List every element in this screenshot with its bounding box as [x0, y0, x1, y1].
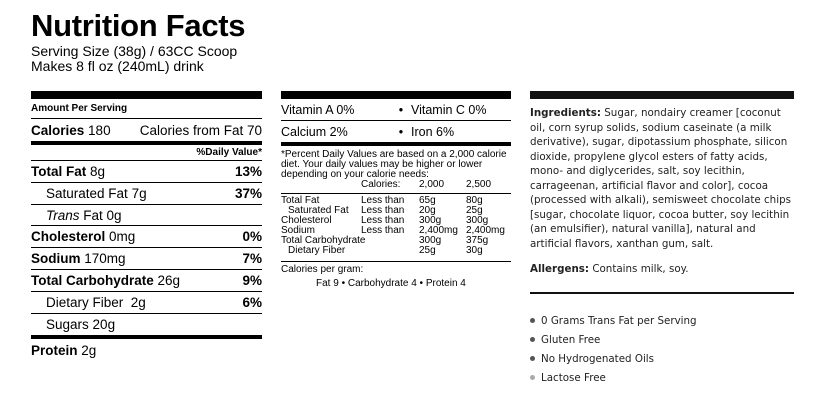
makes-drink: Makes 8 fl oz (240mL) drink — [31, 58, 204, 74]
daily-value-header — [31, 145, 262, 161]
table-cell: 375g — [466, 234, 489, 246]
nutrient-amount: 8g — [90, 164, 106, 179]
thick-rule — [31, 91, 262, 99]
mineral-row — [281, 121, 511, 142]
nutrient-row-sugars — [31, 314, 262, 335]
table-cell: 300g — [419, 234, 442, 246]
table-cell: Total Fat — [281, 194, 320, 206]
table-cell: 2,400mg — [466, 224, 505, 236]
table-cell: 300g — [419, 214, 442, 226]
table-row — [281, 216, 511, 226]
vitamin-row — [281, 99, 511, 121]
table-cell: Calories: — [361, 179, 401, 190]
table-cell: 80g — [466, 194, 483, 206]
calories-value: 180 — [88, 122, 111, 138]
nutrient-label: Dietary Fiber — [46, 295, 124, 310]
table-cell: 2,500 — [466, 179, 492, 190]
bullet-icon — [530, 318, 535, 323]
table-cell: 20g — [419, 204, 436, 216]
bullet-icon — [530, 375, 535, 380]
claim-item — [530, 311, 794, 330]
nutrient-name — [31, 273, 180, 288]
table-cell: 300g — [466, 214, 489, 226]
calories-label: Calories — [31, 122, 85, 138]
calories-label-group — [31, 123, 111, 138]
nutrient-row-cholesterol — [31, 226, 262, 248]
claim-text: Gluten Free — [541, 333, 601, 346]
nutrient-row-trans-fat — [31, 205, 262, 226]
nutrient-label: Total Fat — [31, 164, 87, 179]
calcium: Calcium 2% — [281, 124, 348, 139]
table-cell — [281, 180, 361, 190]
nutrient-row-dietary-fiber — [31, 292, 262, 314]
thick-rule — [530, 91, 794, 99]
nutrient-name — [46, 208, 122, 223]
allergens-block — [530, 251, 794, 275]
table-cell: 25g — [466, 204, 483, 216]
claim-text: No Hydrogenated Oils — [541, 352, 655, 365]
allergens-text: Contains milk, soy. — [592, 263, 689, 275]
claims-rule — [530, 292, 794, 294]
table-cell: 30g — [466, 244, 483, 256]
nutrient-name — [31, 229, 135, 244]
nutrient-name — [46, 317, 115, 332]
table-row — [281, 246, 511, 256]
ingredients-panel — [530, 91, 794, 387]
allergens-label: Allergens: — [530, 263, 590, 275]
nutrient-amount: 0mg — [109, 229, 136, 244]
nutrient-label: Protein — [31, 342, 78, 358]
table-cell: Less than — [361, 214, 405, 226]
table-cell: Saturated Fat — [288, 204, 349, 216]
nutrient-amount: 26g — [157, 273, 181, 288]
nutrient-dv: 9% — [242, 273, 262, 288]
ingredients-text-block — [530, 99, 794, 251]
claim-item — [530, 349, 794, 368]
table-cell: Total Carbohydrate — [281, 234, 366, 246]
nutrient-name — [46, 186, 147, 201]
nutrient-dv: 37% — [234, 186, 262, 201]
table-cell: 65g — [419, 194, 436, 206]
table-cell: 2,000 — [419, 179, 445, 190]
claim-text: Lactose Free — [541, 371, 606, 384]
table-cell: Sodium — [281, 224, 315, 236]
claim-text: 0 Grams Trans Fat per Serving — [541, 314, 697, 327]
nutrient-label: Trans — [46, 207, 80, 223]
iron: Iron 6% — [410, 124, 455, 139]
table-cell: 2,400mg — [419, 224, 458, 236]
calories-from-fat: Calories from Fat 70 — [139, 122, 262, 138]
ingredients-label: Ingredients: — [530, 107, 601, 119]
table-cell: Cholesterol — [281, 214, 332, 226]
calories-header-row — [281, 180, 511, 190]
table-row — [281, 206, 511, 216]
table-row — [281, 236, 511, 246]
nutrient-dv: 7% — [242, 251, 262, 266]
bullet-icon — [530, 356, 535, 361]
bullet-separator: • — [398, 102, 404, 117]
claim-item — [530, 368, 794, 387]
nutrient-label: Saturated Fat — [46, 186, 128, 201]
nutrient-amount: 2g — [130, 295, 146, 310]
daily-values-table — [281, 180, 511, 256]
nutrient-amount: 170mg — [84, 251, 126, 266]
nutrient-label: Sodium — [31, 251, 81, 266]
nutrient-label: Total Carbohydrate — [31, 273, 154, 288]
table-cell: Less than — [361, 204, 405, 216]
nutrient-name — [31, 164, 105, 179]
nutrient-label: Sugars — [46, 317, 89, 332]
nutrient-dv: 13% — [234, 164, 262, 179]
nutrient-amount: Fat 0g — [83, 207, 122, 223]
bullet-separator: • — [398, 124, 404, 139]
nutrient-row-total-carbohydrate — [31, 270, 262, 292]
nutrient-row-saturated-fat — [31, 183, 262, 205]
nutrient-amount: 7g — [131, 186, 147, 201]
table-cell: 25g — [419, 244, 436, 256]
bullet-icon — [530, 337, 535, 342]
table-row — [281, 226, 511, 236]
nutrient-dv: 0% — [242, 229, 262, 244]
nutrient-name — [31, 251, 126, 266]
nutrient-row-protein — [31, 339, 262, 361]
nutrient-amount: 20g — [92, 317, 116, 332]
daily-values-footnote: *Percent Daily Values are based on a 2,000 calorie diet. Your daily values may be higher or lower depending on your calorie needs: — [281, 149, 507, 180]
serving-size: Serving Size (38g) / 63CC Scoop — [31, 43, 238, 59]
nutrient-label: Cholesterol — [31, 229, 106, 244]
calories-per-gram-label: Calories per gram: — [281, 263, 364, 275]
nutrient-dv: 6% — [242, 295, 262, 310]
claim-item — [530, 330, 794, 349]
daily-value-label: %Daily Value* — [196, 147, 262, 158]
calories-row — [31, 119, 262, 141]
nutrient-amount: 2g — [81, 342, 97, 358]
claims-list — [530, 311, 794, 387]
amount-per-serving — [31, 99, 262, 119]
table-cell: Less than — [361, 194, 405, 206]
nutrient-name — [31, 343, 96, 358]
vitamin-c: Vitamin C 0% — [410, 102, 487, 117]
thick-rule — [281, 91, 511, 99]
nutrient-name — [46, 295, 146, 310]
vitamins-panel — [281, 91, 511, 290]
nutrition-facts-title: Nutrition Facts — [31, 8, 246, 43]
ingredients-text: Sugar, nondairy creamer [coconut oil, corn syrup solids, sodium caseinate (a milk derivative), sugar, dipotassium phosphate, silicon dioxide, propylene glycol esters of fatty acids, mono- and diglycerides, salt, soy lecithin, carrageenan, artificial flavor and color], cocoa (processed with alkali), semisweet chocolate chips [sugar, chocolate liquor, cocoa butter, soy lecithin (an emulsifier), natural vanilla], natural and artificial flavors, xanthan gum, salt. — [530, 107, 791, 250]
calories-per-gram: Fat 9 • Carbohydrate 4 • Protein 4 — [316, 277, 466, 289]
table-cell: Dietary Fiber — [288, 244, 346, 256]
vitamin-a: Vitamin A 0% — [281, 102, 355, 117]
amount-per-serving-label: Amount Per Serving — [31, 103, 128, 114]
nutrient-row-total-fat — [31, 161, 262, 183]
table-row — [281, 196, 511, 206]
nutrient-row-sodium — [31, 248, 262, 270]
table-cell: Less than — [361, 224, 405, 236]
nutrition-panel — [31, 91, 262, 361]
